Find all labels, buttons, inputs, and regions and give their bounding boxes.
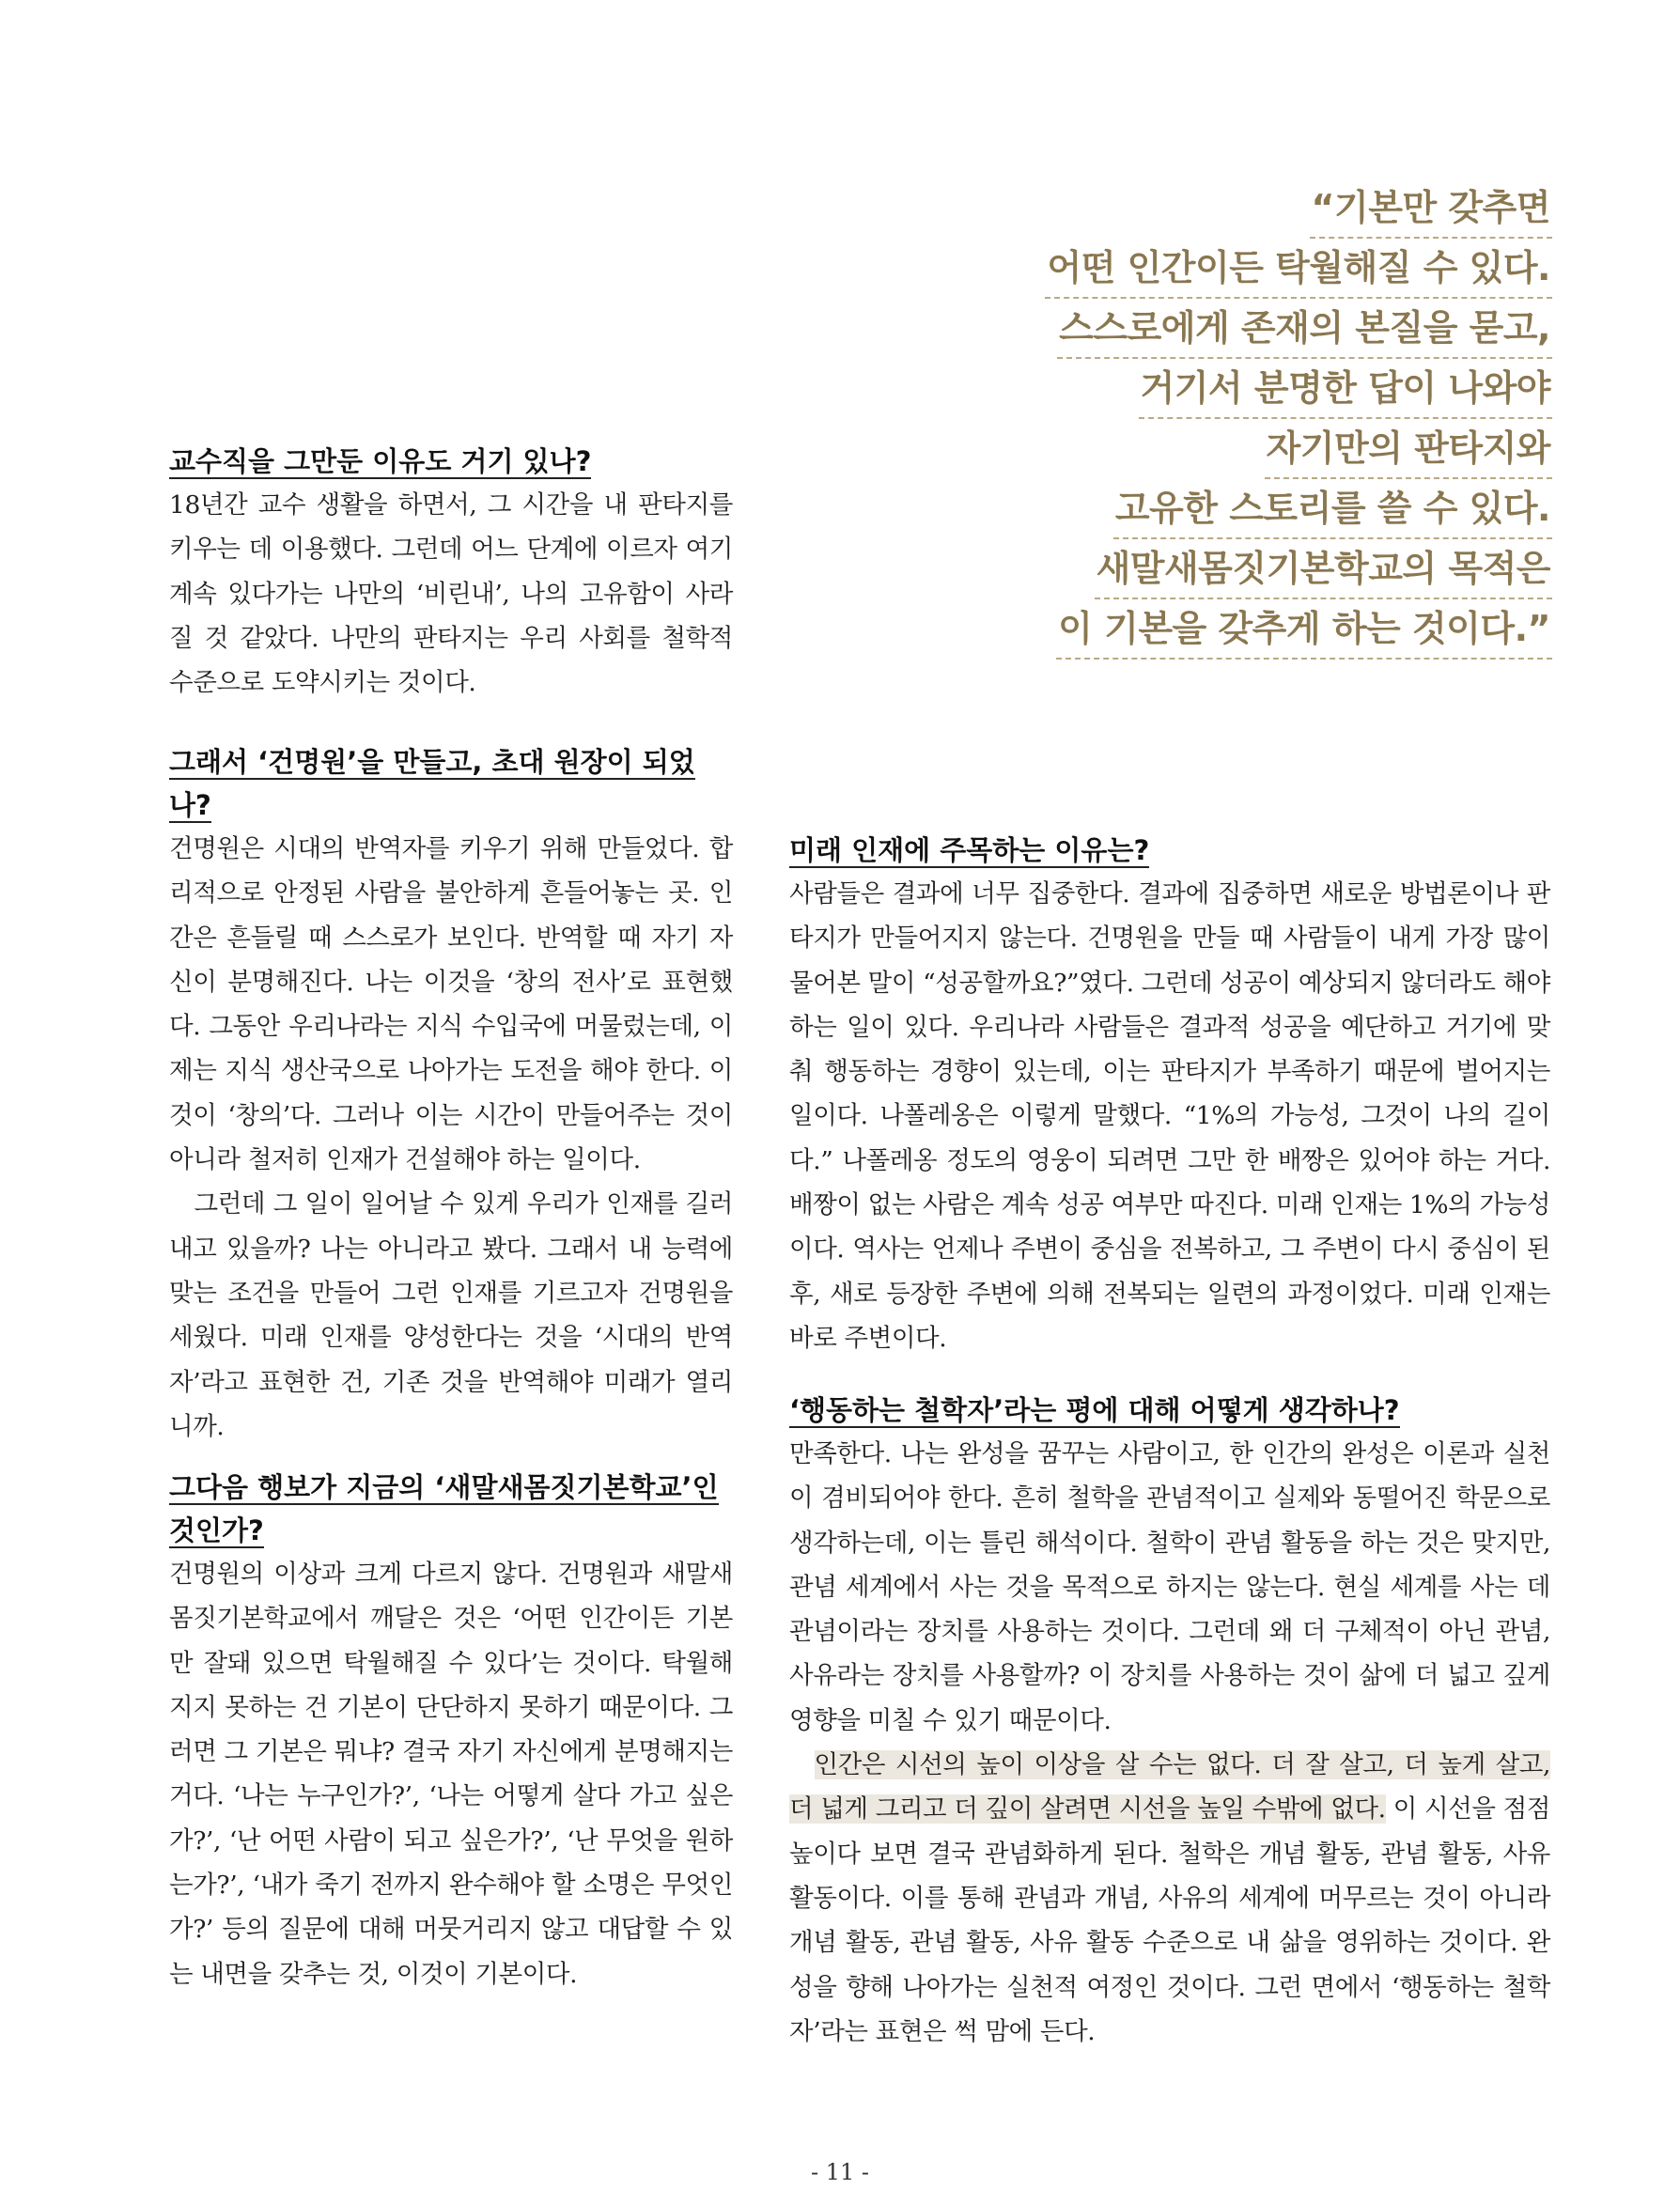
answer-paragraph: 만족한다. 나는 완성을 꿈꾸는 사람이고, 한 인간의 완성은 이론과 실천이 겸비되어야 한다. 흔히 철학을 관념적이고 실제와 동떨어진 학문으로 생각하는데, 이는 틀린 해석이다. 철학이 관념 활동을 하는 것은 맞지만, 관념 세계에서 사는 것을 목적으로 하지는 않는다. 현실 세계를 사는 데 관념이라는 장치를 사용하는 것이다. 그런데 왜 더 구체적이 아닌 관념, 사유라는 장치를 사용할까? 이 장치를 사용하는 것이 삶에 더 넓고 깊게 영향을 미칠 수 있기 때문이다. bbox=[789, 1439, 1550, 1735]
pull-quote-line: “기본만 갖추면 bbox=[1310, 179, 1552, 239]
answer-paragraph: 그런데 그 일이 일어날 수 있게 우리가 인재를 길러내고 있을까? 나는 아니라고 봤다. 그래서 내 능력에 맞는 조건을 만들어 그런 인재를 기르고자 건명원을 세웠다. 미래 인재를 양성한다는 것을 ‘시대의 반역자’라고 표현한 건, 기존 것을 반역해야 미래가 열리니까. bbox=[169, 1189, 733, 1441]
answer-paragraph: 건명원은 시대의 반역자를 키우기 위해 만들었다. 합리적으로 안정된 사람을 불안하게 흔들어놓는 곳. 인간은 흔들릴 때 스스로가 보인다. 반역할 때 자기 자신이 분명해진다. 나는 이것을 ‘창의 전사’로 표현했다. 그동안 우리나라는 지식 수입국에 머물렀는데, 이제는 지식 생산국으로 나아가는 도전을 해야 한다. 이것이 ‘창의’다. 그러나 이는 시간이 만들어주는 것이 아니라 철저히 인재가 건설해야 하는 일이다. bbox=[169, 834, 733, 1175]
section-acting-philosopher bbox=[789, 1389, 1550, 2054]
paragraph-text: 이 시선을 점점 높이다 보면 결국 관념화하게 된다. 철학은 개념 활동, 관념 활동, 사유 활동이다. 이를 통해 관념과 개념, 사유의 세계에 머무르는 것이 아니라 개념 활동, 관념 활동, 사유 활동 수준으로 내 삶을 영위하는 것이다. 완성을 향해 나아가는 실천적 여정인 것이다. 그런 면에서 ‘행동하는 철학자’라는 표현은 썩 맘에 든다. bbox=[789, 1794, 1550, 2046]
section-future-talent bbox=[789, 829, 1550, 1360]
question-heading: 그래서 ‘건명원’을 만들고, 초대 원장이 되었나? bbox=[169, 746, 695, 821]
answer-paragraph: 사람들은 결과에 너무 집중한다. 결과에 집중하면 새로운 방법론이나 판타지가 만들어지지 않는다. 건명원을 만들 때 사람들이 내게 가장 많이 물어본 말이 “성공할까요?”였다. 그런데 성공이 예상되지 않더라도 해야 하는 일이 있다. 우리나라 사람들은 결과적 성공을 예단하고 거기에 맞춰 행동하는 경향이 있는데, 이는 판타지가 부족하기 때문에 벌어지는 일이다. 나폴레옹은 이렇게 말했다. “1%의 가능성, 그것이 나의 길이다.” 나폴레옹 정도의 영웅이 되려면 그만 한 배짱은 있어야 하는 거다. 배짱이 없는 사람은 계속 성공 여부만 따진다. 미래 인재는 1%의 가능성이다. 역사는 언제나 주변이 중심을 전복하고, 그 주변이 다시 중심이 된 후, 새로 등장한 주변에 의해 전복되는 일련의 과정이었다. 미래 인재는 바로 주변이다. bbox=[789, 879, 1550, 1353]
pull-quote-line: 거기서 분명한 답이 나와야 bbox=[1139, 359, 1552, 419]
highlighted-text: 인간은 시선의 높이 이상을 살 수는 없다. 더 잘 살고, 더 높게 살고, 더 넓게 그리고 더 깊이 살려면 시선을 높일 수밖에 없다. bbox=[789, 1750, 1550, 1825]
question-heading: 교수직을 그만둔 이유도 거기 있나? bbox=[169, 445, 592, 477]
pull-quote-line: 고유한 스토리를 쓸 수 있다. bbox=[1113, 479, 1552, 539]
pull-quote-line: 스스로에게 존재의 본질을 묻고, bbox=[1057, 299, 1552, 359]
answer-paragraph: 건명원의 이상과 크게 다르지 않다. 건명원과 새말새몸짓기본학교에서 깨달은 것은 ‘어떤 인간이든 기본만 잘돼 있으면 탁월해질 수 있다’는 것이다. 탁월해지지 못하는 건 기본이 단단하지 못하기 때문이다. 그러면 그 기본은 뭐냐? 결국 자기 자신에게 분명해지는 거다. ‘나는 누구인가?’, ‘나는 어떻게 살다 가고 싶은가?’, ‘난 어떤 사람이 되고 싶은가?’, ‘난 무엇을 원하는가?’, ‘내가 죽기 전까지 완수해야 할 소명은 무엇인가?’ 등의 질문에 대해 머뭇거리지 않고 대답할 수 있는 내면을 갖추는 것, 이것이 기본이다. bbox=[169, 1560, 733, 1989]
pull-quote bbox=[838, 179, 1552, 660]
pull-quote-line: 이 기본을 갖추게 하는 것이다.” bbox=[1056, 599, 1552, 660]
question-heading: ‘행동하는 철학자’라는 평에 대해 어떻게 생각하나? bbox=[789, 1394, 1400, 1426]
answer-paragraph: 18년간 교수 생활을 하면서, 그 시간을 내 판타지를 키우는 데 이용했다. 그런데 어느 단계에 이르자 여기 계속 있다가는 나만의 ‘비린내’, 나의 고유함이 사라질 것 같았다. 나만의 판타지는 우리 사회를 철학적 수준으로 도약시키는 것이다. bbox=[169, 490, 733, 698]
question-heading: 그다음 행보가 지금의 ‘새말새몸짓기본학교’인 것인가? bbox=[169, 1471, 719, 1546]
page-number: - 11 - bbox=[810, 2159, 869, 2185]
section-resignation bbox=[169, 440, 733, 705]
pull-quote-line: 새말새몸짓기본학교의 목적은 bbox=[1095, 539, 1552, 599]
section-geonmyeongwon bbox=[169, 740, 733, 1449]
pull-quote-line: 자기만의 판타지와 bbox=[1265, 419, 1552, 479]
answer-paragraph bbox=[789, 1743, 1550, 2054]
pull-quote-line: 어떤 인간이든 탁월해질 수 있다. bbox=[1045, 239, 1552, 299]
section-basic-school bbox=[169, 1466, 733, 1996]
question-heading: 미래 인재에 주목하는 이유는? bbox=[789, 834, 1150, 866]
